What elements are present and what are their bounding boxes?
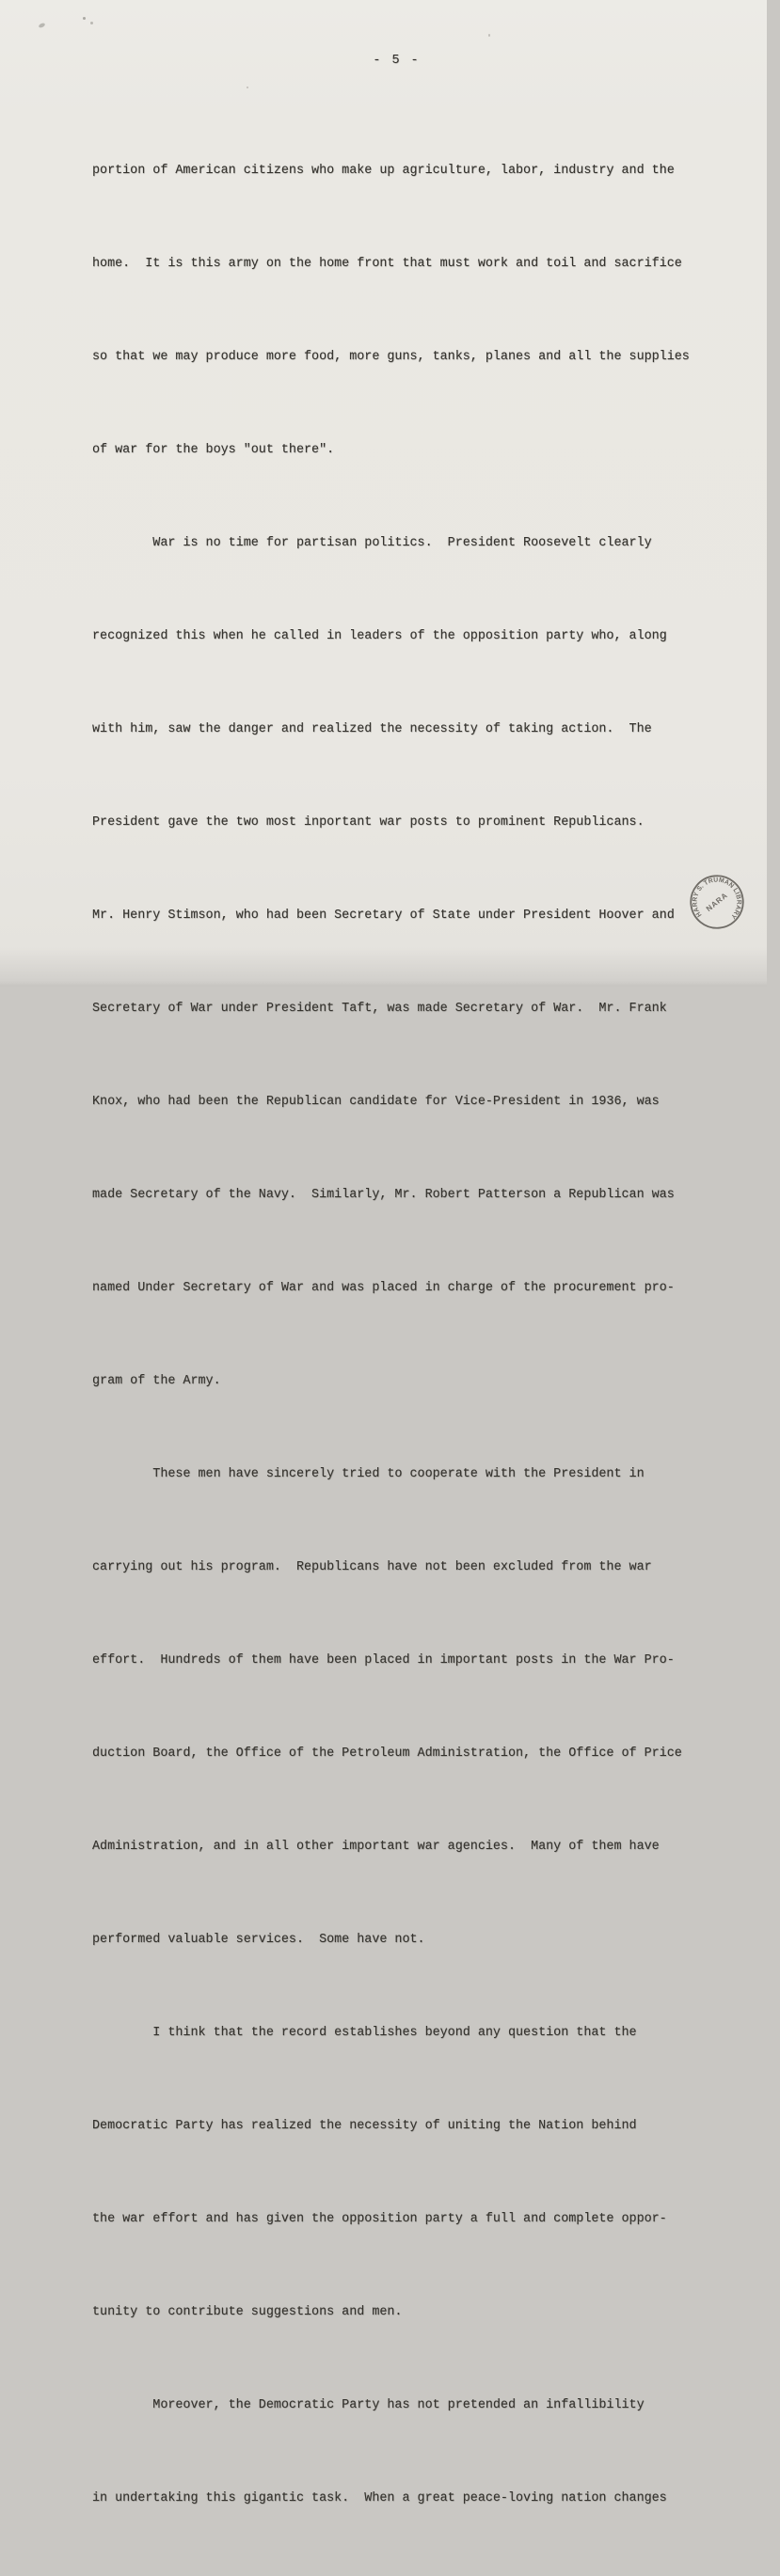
paper-speck <box>488 34 490 37</box>
text-line: Administration, and in all other important war agencies. Many of them have <box>92 1840 660 1854</box>
text-line: portion of American citizens who make up agriculture, labor, industry and the <box>92 164 675 178</box>
text-line: Knox, who had been the Republican candidate for Vice-President in 1936, was <box>92 1095 660 1109</box>
text-line: recognized this when he called in leaders of the opposition party who, along <box>92 629 667 643</box>
paper-speck <box>38 23 45 29</box>
paper-speck <box>90 22 93 24</box>
text-line: Democratic Party has realized the necessity of uniting the Nation behind <box>92 2119 637 2133</box>
text-line: home. It is this army on the home front that must work and toil and sacrifice <box>92 257 682 271</box>
text-line: These men have sincerely tried to cooperate with the President in <box>92 1467 645 1481</box>
text-line: gram of the Army. <box>92 1374 221 1388</box>
text-line: of war for the boys "out there". <box>92 443 335 457</box>
stamp-center-text: NARA <box>704 891 730 914</box>
text-line: Secretary of War under President Taft, was made Secretary of War. Mr. Frank <box>92 1002 667 1016</box>
document-body <box>92 93 690 2576</box>
text-line: with him, saw the danger and realized the necessity of taking action. The <box>92 722 652 736</box>
text-line: performed valuable services. Some have not. <box>92 1933 425 1947</box>
paper-speck <box>247 87 248 88</box>
text-line: Moreover, the Democratic Party has not pretended an infallibility <box>92 2398 645 2412</box>
text-line: I think that the record establishes beyond any question that the <box>92 2026 637 2040</box>
paper-speck <box>83 17 86 20</box>
text-line: Mr. Henry Stimson, who had been Secretary of State under President Hoover and <box>92 909 675 923</box>
text-line: named Under Secretary of War and was placed in charge of the procurement pro- <box>92 1281 675 1295</box>
text-line: War is no time for partisan politics. President Roosevelt clearly <box>92 536 652 550</box>
archive-stamp-icon <box>684 869 750 935</box>
text-line: tunity to contribute suggestions and men. <box>92 2305 403 2319</box>
text-line: carrying out his program. Republicans have not been excluded from the war <box>92 1560 652 1574</box>
text-line: made Secretary of the Navy. Similarly, Mr. Robert Patterson a Republican was <box>92 1188 675 1202</box>
text-line: effort. Hundreds of them have been placed in important posts in the War Pro- <box>92 1653 675 1667</box>
text-line: in undertaking this gigantic task. When a great peace-loving nation changes <box>92 2491 667 2505</box>
text-line: President gave the two most inportant war posts to prominent Republicans. <box>92 815 645 830</box>
text-line: so that we may produce more food, more guns, tanks, planes and all the supplies <box>92 350 690 364</box>
text-line: duction Board, the Office of the Petroleum Administration, the Office of Price <box>92 1746 682 1761</box>
page-number: - 5 - <box>373 54 421 68</box>
stamp-ring-text: HARRY S. TRUMAN LIBRARY <box>692 877 742 921</box>
text-line: the war effort and has given the opposition party a full and complete oppor- <box>92 2212 667 2226</box>
